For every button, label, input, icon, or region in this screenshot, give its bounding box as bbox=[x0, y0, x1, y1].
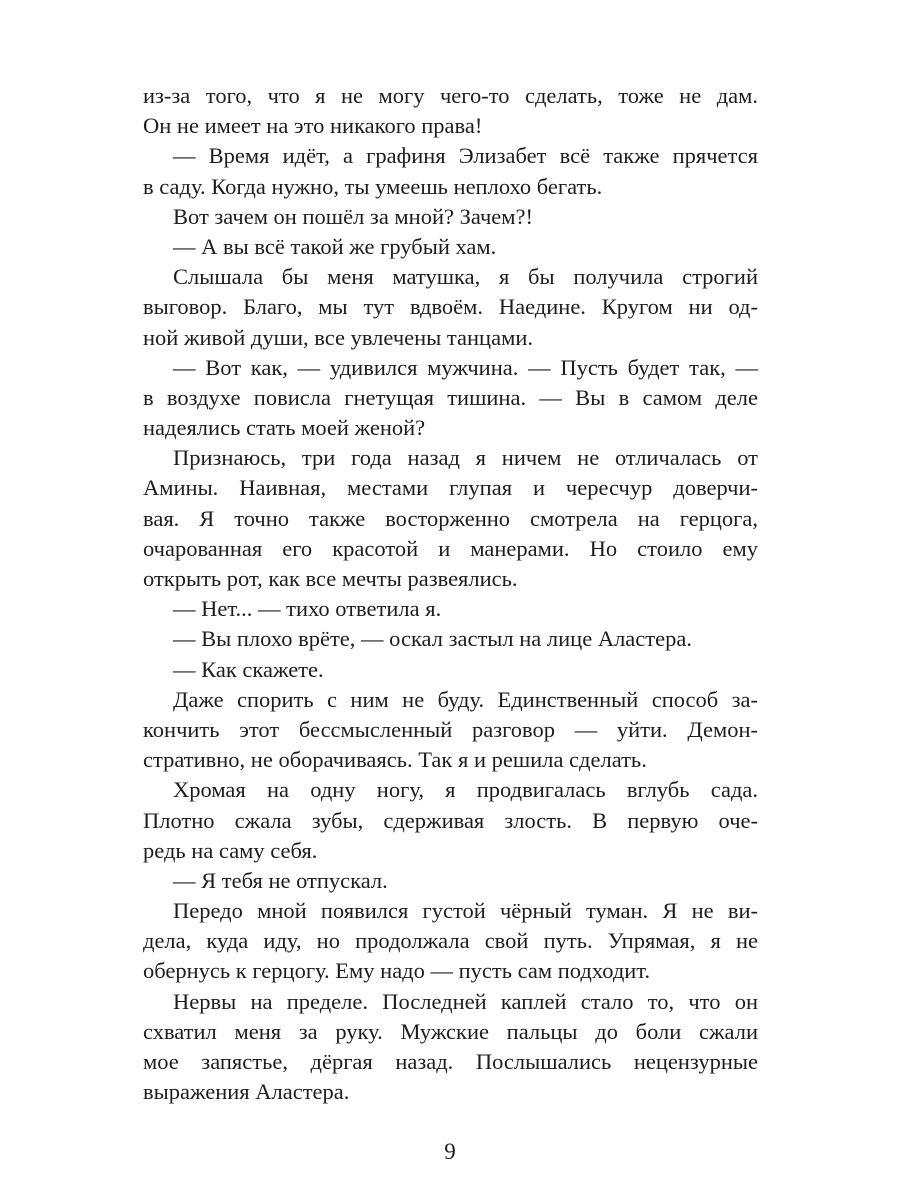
text-line: обернусь к герцогу. Ему надо — пусть сам подходит. bbox=[143, 958, 651, 984]
text-line: очарованная его красотой и манерами. Но стоило ему bbox=[143, 535, 758, 561]
text-line: Слышала бы меня матушка, я бы получила строгий bbox=[173, 264, 758, 290]
text-line: — Время идёт, а графиня Элизабет всё также прячется bbox=[173, 143, 758, 169]
text-line: — Нет... — тихо ответила я. bbox=[173, 596, 442, 622]
text-line: мое запястье, дёргая назад. Послышались нецензурные bbox=[143, 1049, 758, 1074]
text-line: в воздухе повисла гнетущая тишина. — Вы в самом деле bbox=[143, 384, 758, 410]
text-line: вая. Я точно также восторженно смотрела на герцога, bbox=[143, 505, 758, 531]
text-line: надеялись стать моей женой? bbox=[143, 415, 426, 441]
text-line: кончить этот бессмысленный разговор — уйти. Демон- bbox=[143, 716, 758, 742]
text-line: Передо мной появился густой чёрный туман. Я не ви- bbox=[173, 898, 758, 924]
text-line: — Как скажете. bbox=[173, 656, 324, 682]
text-line: схватил меня за руку. Мужские пальцы до боли сжали bbox=[143, 1018, 758, 1044]
text-line: выражения Аластера. bbox=[143, 1079, 350, 1105]
text-line: — Вот как, — удивился мужчина. — Пусть будет так, — bbox=[173, 354, 758, 380]
text-line: Амины. Наивная, местами глупая и чересчур доверчи- bbox=[143, 475, 758, 501]
text-line: Плотно сжала зубы, сдерживая злость. В первую оче- bbox=[143, 807, 758, 833]
text-line: из-за того, что я не могу чего-то сделать, тоже не дам. bbox=[143, 83, 758, 108]
text-line: — А вы всё такой же грубый хам. bbox=[173, 233, 497, 259]
text-line: открыть рот, как все мечты развеялись. bbox=[143, 566, 518, 591]
text-line: — Вы плохо врёте, — оскал застыл на лице Аластера. bbox=[173, 626, 692, 652]
text-line: Хромая на одну ногу, я продвигалась вглубь сада. bbox=[173, 777, 758, 803]
text-line: редь на саму себя. bbox=[143, 837, 318, 863]
text-line: в саду. Когда нужно, ты умеешь неплохо бегать. bbox=[143, 173, 603, 199]
text-line: — Я тебя не отпускал. bbox=[173, 867, 388, 893]
text-line: Он не имеет на это никакого права! bbox=[143, 113, 483, 139]
page-number: 9 bbox=[444, 1139, 456, 1164]
text-line: Признаюсь, три года назад я ничем не отличалась от bbox=[173, 445, 758, 471]
text-line: Нервы на пределе. Последней каплей стало то, что он bbox=[173, 988, 758, 1014]
body-text bbox=[143, 81, 758, 1107]
text-line: стративно, не оборачиваясь. Так я и решила сделать. bbox=[143, 747, 647, 773]
text-line: Даже спорить с ним не буду. Единственный способ за- bbox=[173, 686, 758, 712]
text-line: выговор. Благо, мы тут вдвоём. Наедине. Кругом ни од- bbox=[143, 294, 758, 320]
text-line: дела, куда иду, но продолжала свой путь. Упрямая, я не bbox=[143, 928, 758, 954]
text-line: Вот зачем он пошёл за мной? Зачем?! bbox=[173, 203, 533, 229]
text-line: ной живой души, все увлечены танцами. bbox=[143, 324, 533, 350]
